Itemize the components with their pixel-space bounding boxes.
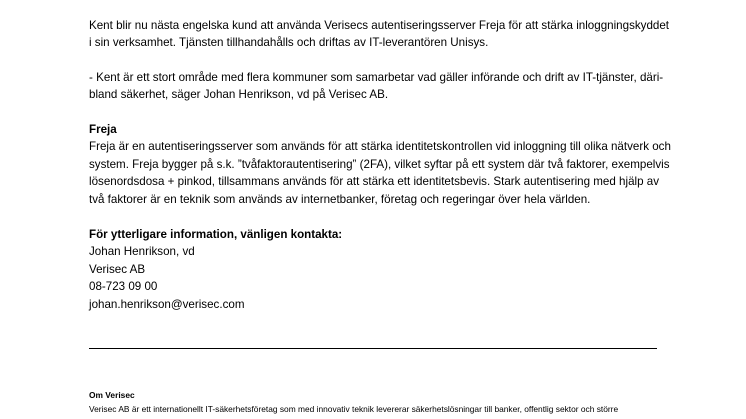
- freja-line: två faktorer är en teknik som används av internetbanker, företag och regeringar över hela världen.: [89, 192, 591, 206]
- contact-section: [89, 226, 669, 313]
- intro-paragraph: [89, 17, 669, 52]
- quote-paragraph: [89, 69, 669, 104]
- divider: [89, 348, 657, 349]
- intro-line: Kent blir nu nästa engelska kund att använda Verisecs autentiseringsserver Freja för att stärka inloggningskyddet: [89, 19, 670, 32]
- footer-text: Verisec AB är ett internationellt IT-säkerhetsföretag som med innovativ teknik levererar säkerhetslösningar till banker, offentlig sektor och större: [89, 404, 619, 414]
- contact-heading: För ytterligare information, vänligen kontakta:: [89, 228, 343, 241]
- freja-line: system. Freja bygger på s.k. ”tvåfaktorautentisering” (2FA), vilket syftar på ett system där två faktorer, exempelvis: [89, 157, 670, 171]
- footer-heading: Om Verisec: [89, 390, 135, 400]
- contact-name: Johan Henrikson, vd: [89, 245, 195, 259]
- freja-line: lösenordsdosa + pinkod, tillsammans används för att stärka ett identitetsbevis. Stark autentisering med hjälp av: [89, 175, 660, 189]
- freja-heading: Freja: [89, 123, 117, 136]
- contact-phone: 08-723 09 00: [89, 280, 158, 294]
- freja-line: Freja är en autentiseringsserver som används för att stärka identitetskontrollen vid inloggning till olika nätverk och: [89, 140, 671, 154]
- quote-line: - Kent är ett stort område med flera kommuner som samarbetar vad gäller införande och drift av IT-tjänster, däri-: [89, 71, 664, 84]
- quote-line: bland säkerhet, säger Johan Henrikson, vd på Verisec AB.: [89, 88, 389, 102]
- freja-section: [89, 121, 669, 208]
- contact-company: Verisec AB: [89, 262, 146, 276]
- intro-line: i sin verksamhet. Tjänsten tillhandahålls och driftas av IT-leverantören Unisys.: [89, 36, 489, 50]
- contact-email: johan.henrikson@verisec.com: [89, 297, 245, 311]
